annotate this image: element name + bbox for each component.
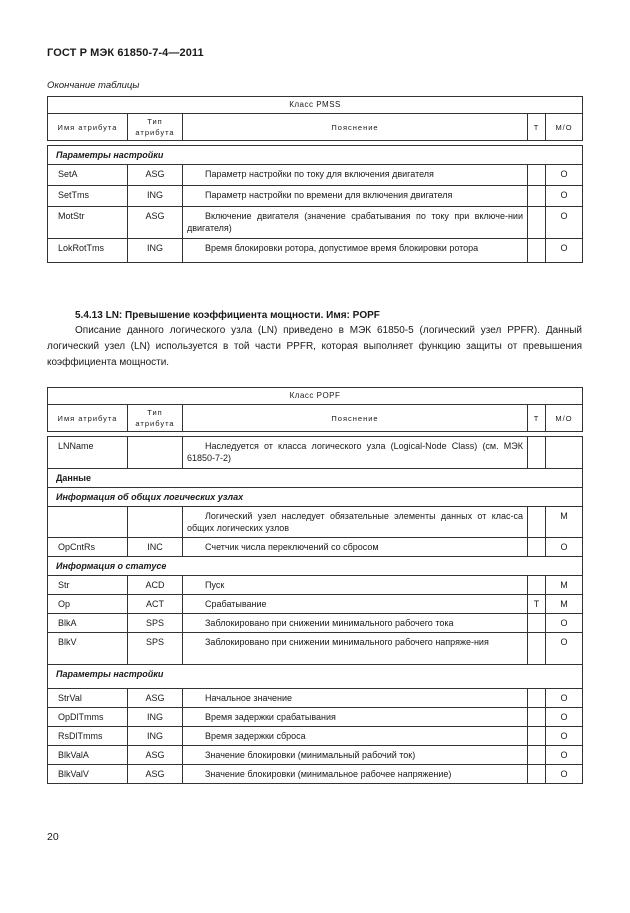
section-settings: Параметры настройки <box>48 665 583 689</box>
attr-mo: O <box>546 186 583 207</box>
attr-type: ASG <box>128 765 183 784</box>
col-header-name: Имя атрибута <box>48 114 128 141</box>
table-row <box>48 507 583 538</box>
section-settings: Параметры настройки <box>48 146 583 165</box>
attr-mo: O <box>546 239 583 263</box>
col-header-type: Тип атрибута <box>128 114 183 141</box>
attr-t <box>528 538 546 557</box>
attr-t <box>528 746 546 765</box>
attr-desc: Заблокировано при снижении минимального рабочего напряже-ния <box>183 633 528 665</box>
table-continuation-label: Окончание таблицы <box>47 80 140 91</box>
attr-desc: Параметр настройки по току для включения двигателя <box>183 165 528 186</box>
attr-mo: O <box>546 727 583 746</box>
attr-desc: Счетчик числа переключений со сбросом <box>183 538 528 557</box>
attr-name: OpDlTmms <box>48 708 128 727</box>
attr-mo: O <box>546 207 583 239</box>
attr-mo: O <box>546 765 583 784</box>
table-row <box>48 186 583 207</box>
attr-t: T <box>528 595 546 614</box>
attr-t <box>528 507 546 538</box>
attr-desc: Заблокировано при снижении минимального рабочего тока <box>183 614 528 633</box>
attr-t <box>528 186 546 207</box>
attr-desc: Начальное значение <box>183 689 528 708</box>
attr-type: ASG <box>128 746 183 765</box>
attr-desc: Наследуется от класса логического узла (Logical-Node Class) (см. МЭК 61850-7-2) <box>183 437 528 469</box>
page-number: 20 <box>47 831 59 843</box>
attr-name: LNName <box>48 437 128 469</box>
section-paragraph: Описание данного логического узла (LN) приведено в МЭК 61850-5 (логический узел PPFR). Данный логический узел (LN) используется в той части PPFR, которая выполняет функцию защиты от превышения коэффициента мощности. <box>47 325 582 368</box>
col-header-t: T <box>528 114 546 141</box>
attr-name: SetA <box>48 165 128 186</box>
attr-t <box>528 207 546 239</box>
table-row <box>48 765 583 784</box>
section-status: Информация о статусе <box>48 557 583 576</box>
attr-t <box>528 239 546 263</box>
attr-type: ASG <box>128 689 183 708</box>
attr-t <box>528 614 546 633</box>
attr-desc: Время блокировки ротора, допустимое время блокировки ротора <box>183 239 528 263</box>
col-header-mo: M/O <box>546 405 583 432</box>
table-row <box>48 727 583 746</box>
attr-t <box>528 708 546 727</box>
attr-desc: Параметр настройки по времени для включения двигателя <box>183 186 528 207</box>
attr-name: OpCntRs <box>48 538 128 557</box>
table-row <box>48 633 583 665</box>
attr-name: BlkValA <box>48 746 128 765</box>
col-header-desc: Пояснение <box>183 405 528 432</box>
attr-type: ASG <box>128 207 183 239</box>
attr-name: Str <box>48 576 128 595</box>
attr-type <box>128 507 183 538</box>
attr-name: StrVal <box>48 689 128 708</box>
table-row <box>48 538 583 557</box>
attr-mo: O <box>546 538 583 557</box>
attr-type: SPS <box>128 614 183 633</box>
col-header-desc: Пояснение <box>183 114 528 141</box>
attr-name <box>48 507 128 538</box>
attr-name: Op <box>48 595 128 614</box>
attr-name: MotStr <box>48 207 128 239</box>
col-header-type: Тип атрибута <box>128 405 183 432</box>
table-row <box>48 207 583 239</box>
attr-type: INC <box>128 538 183 557</box>
table-row <box>48 595 583 614</box>
attr-type: ASG <box>128 165 183 186</box>
table-row <box>48 239 583 263</box>
table-popf <box>47 387 583 784</box>
attr-name: LokRotTms <box>48 239 128 263</box>
attr-desc: Логический узел наследует обязательные элементы данных от клас-са общих логических узлов <box>183 507 528 538</box>
attr-mo: O <box>546 708 583 727</box>
table-class-label: Класс PMSS <box>48 97 583 114</box>
attr-desc: Срабатывание <box>183 595 528 614</box>
table-class-label: Класс POPF <box>48 388 583 405</box>
attr-t <box>528 633 546 665</box>
attr-t <box>528 576 546 595</box>
attr-desc: Значение блокировки (минимальное рабочее напряжение) <box>183 765 528 784</box>
document-header: ГОСТ Р МЭК 61850-7-4—2011 <box>47 47 204 59</box>
attr-name: BlkValV <box>48 765 128 784</box>
attr-name: BlkV <box>48 633 128 665</box>
attr-type: ING <box>128 708 183 727</box>
attr-mo: O <box>546 746 583 765</box>
attr-mo: O <box>546 633 583 665</box>
section-common-ln: Информация об общих логических узлах <box>48 488 583 507</box>
attr-t <box>528 165 546 186</box>
attr-mo: M <box>546 576 583 595</box>
attr-name: BlkA <box>48 614 128 633</box>
attr-type: ING <box>128 186 183 207</box>
attr-desc: Время задержки срабатывания <box>183 708 528 727</box>
attr-type: ACT <box>128 595 183 614</box>
attr-type: SPS <box>128 633 183 665</box>
section-heading: 5.4.13 LN: Превышение коэффициента мощности. Имя: POPF <box>75 310 380 321</box>
attr-t <box>528 765 546 784</box>
col-header-name: Имя атрибута <box>48 405 128 432</box>
attr-t <box>528 727 546 746</box>
table-row <box>48 437 583 469</box>
attr-t <box>528 689 546 708</box>
table-row <box>48 576 583 595</box>
table-row <box>48 689 583 708</box>
attr-mo: O <box>546 614 583 633</box>
attr-mo: M <box>546 507 583 538</box>
attr-name: SetTms <box>48 186 128 207</box>
table-row <box>48 746 583 765</box>
table-row <box>48 614 583 633</box>
attr-mo: O <box>546 689 583 708</box>
section-data: Данные <box>48 469 583 488</box>
attr-desc: Пуск <box>183 576 528 595</box>
attr-name: RsDlTmms <box>48 727 128 746</box>
attr-type: ING <box>128 727 183 746</box>
table-pmss <box>47 96 583 263</box>
attr-mo: O <box>546 165 583 186</box>
attr-desc: Включение двигателя (значение срабатывания по току при включе-нии двигателя) <box>183 207 528 239</box>
attr-desc: Время задержки сброса <box>183 727 528 746</box>
col-header-t: T <box>528 405 546 432</box>
attr-type: ACD <box>128 576 183 595</box>
attr-type: ING <box>128 239 183 263</box>
col-header-mo: M/O <box>546 114 583 141</box>
table-row <box>48 708 583 727</box>
table-row <box>48 165 583 186</box>
attr-mo: M <box>546 595 583 614</box>
attr-desc: Значение блокировки (минимальный рабочий ток) <box>183 746 528 765</box>
